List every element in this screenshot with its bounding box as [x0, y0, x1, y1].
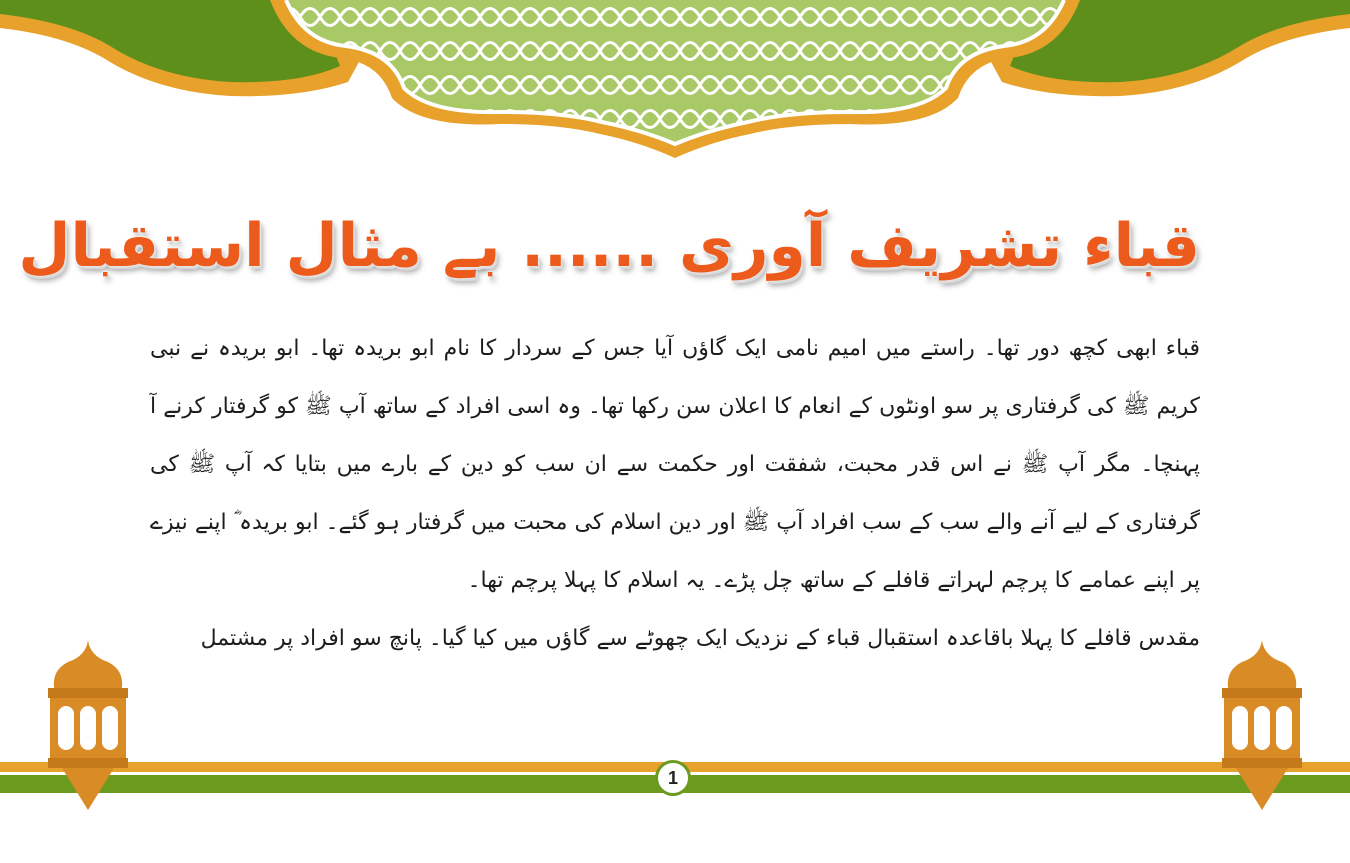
page-title: قباء تشریف آوری ...... بے مثال استقبال — [18, 211, 1200, 281]
paragraph-2: مقدس قافلے کا پہلا باقاعدہ استقبال قباء کے نزدیک ایک چھوٹے سے گاؤں میں کیا گیا۔ پانچ سو افراد پر مشتمل — [200, 626, 1200, 651]
story-text — [150, 320, 1200, 668]
paragraph-1: قباء ابھی کچھ دور تھا۔ راستے میں امیم نامی ایک گاؤں آیا جس کے سردار کا نام ابو بریدہ تھا۔ ابو بریدہ نے نبی کریم ﷺ کی گرفتاری پر سو اونٹوں کے انعام کا اعلان سن رکھا تھا۔ وہ اسی افراد کے ساتھ آپ ﷺ کو گرفتار کرنے آ پہنچا۔ مگر آپ ﷺ نے اس قدر محبت، شفقت اور حکمت سے ان سب کو دین کے بارے میں بتایا کہ آپ ﷺ کی گرفتاری کے لیے آنے والے سب کے سب افراد آپ ﷺ اور دین اسلام کی محبت میں گرفتار ہو گئے۔ ابو بریدہ ؓ اپنے نیزے پر اپنے عمامے کا پرچم لہراتے قافلے کے ساتھ چل پڑے۔ یہ اسلام کا پہلا پرچم تھا۔ — [150, 336, 1200, 593]
top-center-arch — [270, 0, 1080, 158]
page-number: 1 — [655, 760, 691, 796]
